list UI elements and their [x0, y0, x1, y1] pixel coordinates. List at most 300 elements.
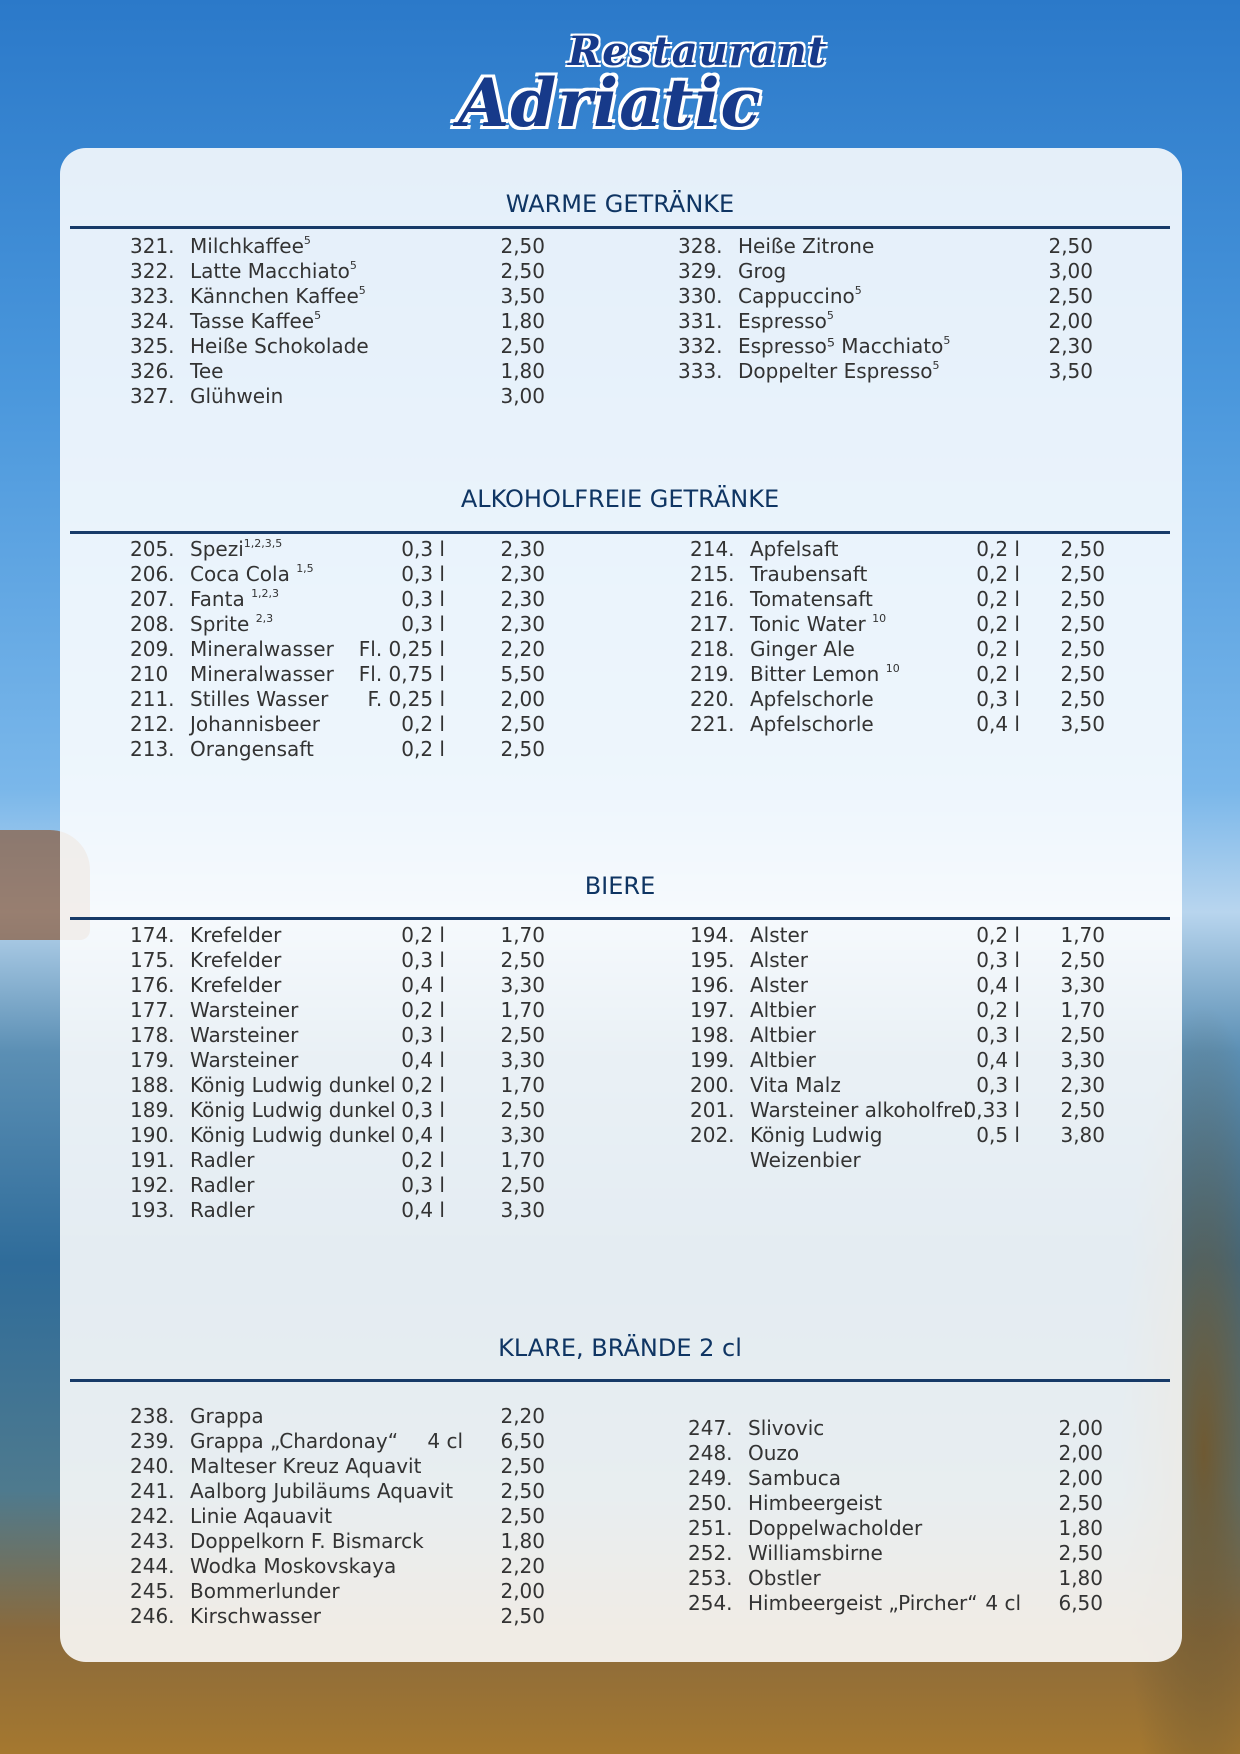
- item-name: Alster: [750, 923, 809, 947]
- item-price: 1,80: [1058, 1566, 1103, 1590]
- item-number: 195.: [690, 948, 735, 972]
- item-name: Krefelder: [190, 948, 282, 972]
- item-price: 2,00: [1048, 309, 1093, 333]
- menu-item: [130, 537, 545, 562]
- item-price: 2,30: [1060, 1073, 1105, 1097]
- allergen-footnote: 5: [358, 284, 366, 297]
- item-number: 179.: [130, 1048, 175, 1072]
- item-quantity: 0,2 l: [976, 662, 1020, 686]
- item-price: 2,50: [1060, 687, 1105, 711]
- menu-item: [690, 1148, 1105, 1173]
- menu-item: [690, 537, 1105, 562]
- item-name: Altbier: [750, 1048, 816, 1072]
- item-number: 240.: [130, 1454, 175, 1478]
- item-name: Traubensaft: [750, 562, 868, 586]
- item-name: Weizenbier: [750, 1148, 861, 1172]
- menu-item: [130, 687, 545, 712]
- item-name: Grappa: [190, 1404, 264, 1428]
- menu-item: [688, 1491, 1103, 1516]
- item-number: 194.: [690, 923, 735, 947]
- item-price: 1,80: [500, 359, 545, 383]
- menu-item: [130, 1429, 545, 1454]
- item-number: 247.: [688, 1416, 733, 1440]
- item-name: Mineralwasser: [190, 637, 334, 661]
- item-price: 1,70: [500, 923, 545, 947]
- section-divider: [70, 531, 1170, 534]
- item-number: 188.: [130, 1073, 175, 1097]
- item-quantity: 0,2 l: [401, 923, 445, 947]
- menu-item: [130, 662, 545, 687]
- item-name: Slivovic: [748, 1416, 825, 1440]
- menu-item: [130, 637, 545, 662]
- item-number: 219.: [690, 662, 735, 686]
- menu-item: [130, 334, 545, 359]
- item-number: 197.: [690, 998, 735, 1022]
- item-price: 1,70: [1060, 998, 1105, 1022]
- item-number: 211.: [130, 687, 175, 711]
- item-number: 177.: [130, 998, 175, 1022]
- menu-column-right: [690, 537, 1105, 737]
- item-name: Mineralwasser: [190, 662, 334, 686]
- item-number: 246.: [130, 1604, 175, 1628]
- item-price: 2,50: [500, 1504, 545, 1528]
- item-number: 210: [130, 662, 169, 686]
- item-number: 243.: [130, 1529, 175, 1553]
- item-quantity: 0,2 l: [976, 998, 1020, 1022]
- item-price: 2,50: [1060, 1098, 1105, 1122]
- menu-item: [130, 923, 545, 948]
- menu-item: [130, 612, 545, 637]
- item-name: Aalborg Jubiläums Aquavit: [190, 1479, 454, 1503]
- item-number: 216.: [690, 587, 735, 611]
- menu-item: [130, 309, 545, 334]
- item-name: Heiße Schokolade: [190, 334, 369, 358]
- item-name: Doppelkorn F. Bismarck: [190, 1529, 424, 1553]
- item-name: Ouzo: [748, 1441, 800, 1465]
- item-quantity: 4 cl: [427, 1429, 463, 1453]
- item-price: 3,50: [500, 284, 545, 308]
- item-price: 3,30: [500, 1048, 545, 1072]
- item-number: 328.: [678, 234, 723, 258]
- item-number: 322.: [130, 259, 175, 283]
- item-number: 332.: [678, 334, 723, 358]
- item-name: Altbier: [750, 1023, 816, 1047]
- item-number: 218.: [690, 637, 735, 661]
- item-number: 192.: [130, 1173, 175, 1197]
- item-quantity: Fl. 0,75 l: [358, 662, 445, 686]
- menu-item: [688, 1566, 1103, 1591]
- item-name: Tonic Water $^{10}$: [750, 612, 887, 636]
- allergen-footnote: 1,5: [296, 562, 314, 575]
- logo-line-adriatic: Adriatic: [458, 64, 762, 142]
- item-price: 2,50: [1048, 284, 1093, 308]
- item-price: 2,30: [1048, 334, 1093, 358]
- menu-item: [130, 1454, 545, 1479]
- menu-item: [130, 1098, 545, 1123]
- item-number: 214.: [690, 537, 735, 561]
- item-quantity: 0,2 l: [976, 537, 1020, 561]
- menu-item: [130, 259, 545, 284]
- menu-item: [130, 1048, 545, 1073]
- item-price: 2,00: [1058, 1466, 1103, 1490]
- item-name: Kirschwasser: [190, 1604, 321, 1628]
- item-number: 189.: [130, 1098, 175, 1122]
- item-price: 1,70: [500, 1073, 545, 1097]
- item-price: 5,50: [500, 662, 545, 686]
- item-number: 253.: [688, 1566, 733, 1590]
- item-name: Apfelschorle: [750, 687, 874, 711]
- item-number: 178.: [130, 1023, 175, 1047]
- item-price: 1,70: [1060, 923, 1105, 947]
- item-number: 209.: [130, 637, 175, 661]
- item-number: 220.: [690, 687, 735, 711]
- item-quantity: 0,4 l: [976, 1048, 1020, 1072]
- menu-item: [130, 1123, 545, 1148]
- menu-item: [130, 1604, 545, 1629]
- item-number: 326.: [130, 359, 175, 383]
- item-price: 2,50: [500, 712, 545, 736]
- allergen-footnote: 5: [314, 309, 322, 322]
- menu-item: [130, 1404, 545, 1429]
- item-number: 198.: [690, 1023, 735, 1047]
- item-name: Doppelwacholder: [748, 1516, 923, 1540]
- menu-item: [130, 1173, 545, 1198]
- item-number: 241.: [130, 1479, 175, 1503]
- item-quantity: 0,2 l: [976, 587, 1020, 611]
- item-price: 2,50: [1058, 1541, 1103, 1565]
- item-name: Cappuccino$^5$: [738, 284, 862, 308]
- item-number: 251.: [688, 1516, 733, 1540]
- item-number: 193.: [130, 1198, 175, 1222]
- item-name: Krefelder: [190, 923, 282, 947]
- menu-item: [688, 1541, 1103, 1566]
- item-price: 3,30: [500, 1198, 545, 1222]
- item-price: 2,50: [500, 1173, 545, 1197]
- item-price: 2,20: [500, 637, 545, 661]
- section-title-warme-getraenke: WARME GETRÄNKE: [505, 190, 735, 218]
- menu-item: [690, 587, 1105, 612]
- item-quantity: 0,2 l: [976, 612, 1020, 636]
- item-name: Milchkaffee$^5$: [190, 234, 311, 258]
- item-number: 244.: [130, 1554, 175, 1578]
- item-number: 327.: [130, 384, 175, 408]
- menu-item: [130, 1148, 545, 1173]
- item-price: 2,50: [500, 948, 545, 972]
- item-price: 2,50: [500, 1454, 545, 1478]
- item-name: Grog: [738, 259, 787, 283]
- menu-column-left: [130, 537, 545, 762]
- menu-item: [678, 309, 1093, 334]
- item-number: 321.: [130, 234, 175, 258]
- item-name: Warsteiner: [190, 1023, 299, 1047]
- item-price: 1,70: [500, 998, 545, 1022]
- menu-item: [130, 1529, 545, 1554]
- item-name: Heiße Zitrone: [738, 234, 875, 258]
- item-number: 190.: [130, 1123, 175, 1147]
- item-quantity: 0,3 l: [976, 1073, 1020, 1097]
- menu-item: [130, 1504, 545, 1529]
- item-price: 2,20: [500, 1404, 545, 1428]
- item-price: 2,30: [500, 562, 545, 586]
- item-name: Apfelschorle: [750, 712, 874, 736]
- item-price: 2,50: [500, 1098, 545, 1122]
- menu-item: [678, 284, 1093, 309]
- item-price: 2,50: [1060, 587, 1105, 611]
- item-number: 213.: [130, 737, 175, 761]
- item-number: 329.: [678, 259, 723, 283]
- item-quantity: 0,3 l: [401, 587, 445, 611]
- item-price: 2,50: [500, 737, 545, 761]
- item-number: 323.: [130, 284, 175, 308]
- item-number: 191.: [130, 1148, 175, 1172]
- item-number: 242.: [130, 1504, 175, 1528]
- menu-item: [130, 1479, 545, 1504]
- item-price: 1,80: [1058, 1516, 1103, 1540]
- item-quantity: 0,3 l: [976, 1023, 1020, 1047]
- menu-item: [130, 948, 545, 973]
- item-name: Krefelder: [190, 973, 282, 997]
- item-quantity: 0,2 l: [976, 562, 1020, 586]
- menu-item: [130, 234, 545, 259]
- item-name: Johannisbeer: [190, 712, 320, 736]
- item-price: 2,50: [1048, 234, 1093, 258]
- item-price: 2,20: [500, 1554, 545, 1578]
- menu-item: [130, 998, 545, 1023]
- item-number: 250.: [688, 1491, 733, 1515]
- item-name: Tee: [190, 359, 224, 383]
- item-quantity: 0,5 l: [976, 1123, 1020, 1147]
- item-number: 205.: [130, 537, 175, 561]
- item-number: 248.: [688, 1441, 733, 1465]
- menu-item: [690, 562, 1105, 587]
- item-name: Sambuca: [748, 1466, 842, 1490]
- item-name: Orangensaft: [190, 737, 314, 761]
- item-price: 2,50: [500, 234, 545, 258]
- item-name: Malteser Kreuz Aquavit: [190, 1454, 422, 1478]
- item-quantity: 0,3 l: [976, 687, 1020, 711]
- menu-item: [130, 973, 545, 998]
- item-price: 3,00: [500, 384, 545, 408]
- item-price: 2,50: [500, 1023, 545, 1047]
- item-name: Radler: [190, 1173, 255, 1197]
- item-name: Doppelter Espresso$^5$: [738, 359, 940, 383]
- menu-column-left: [130, 234, 545, 409]
- item-price: 2,50: [1060, 612, 1105, 636]
- item-quantity: 0,33 l: [963, 1098, 1020, 1122]
- item-quantity: 0,3 l: [976, 948, 1020, 972]
- menu-item: [690, 612, 1105, 637]
- menu-item: [690, 1123, 1105, 1148]
- item-name: Latte Macchiato$^5$: [190, 259, 357, 283]
- item-name: Warsteiner: [190, 998, 299, 1022]
- item-name: Fanta $^{1,2,3}$: [190, 587, 280, 611]
- menu-item: [678, 359, 1093, 384]
- section-divider: [70, 1379, 1170, 1382]
- item-quantity: 0,4 l: [401, 1198, 445, 1222]
- item-number: 200.: [690, 1073, 735, 1097]
- item-name: König Ludwig dunkel: [190, 1073, 396, 1097]
- menu-item: [690, 1048, 1105, 1073]
- item-price: 3,30: [1060, 1048, 1105, 1072]
- item-price: 3,30: [1060, 973, 1105, 997]
- allergen-footnote: 1,2,3,5: [243, 537, 283, 550]
- item-name: Himbeergeist: [748, 1491, 883, 1515]
- item-name: Alster: [750, 948, 809, 972]
- menu-item: [688, 1516, 1103, 1541]
- item-price: 3,80: [1060, 1123, 1105, 1147]
- menu-item: [130, 1554, 545, 1579]
- menu-item: [130, 562, 545, 587]
- item-number: 249.: [688, 1466, 733, 1490]
- item-price: 1,80: [500, 1529, 545, 1553]
- item-number: 174.: [130, 923, 175, 947]
- item-quantity: 0,3 l: [401, 562, 445, 586]
- item-quantity: 0,2 l: [976, 637, 1020, 661]
- menu-item: [678, 334, 1093, 359]
- item-number: 331.: [678, 309, 723, 333]
- menu-item: [688, 1466, 1103, 1491]
- section-divider: [70, 226, 1170, 229]
- item-price: 2,50: [1060, 662, 1105, 686]
- item-price: 6,50: [500, 1429, 545, 1453]
- item-name: Radler: [190, 1148, 255, 1172]
- allergen-footnote: 1,2,3: [251, 587, 280, 600]
- item-name: Coca Cola $^{1,5}$: [190, 562, 314, 586]
- menu-item: [678, 234, 1093, 259]
- menu-item: [690, 1023, 1105, 1048]
- item-quantity: 0,4 l: [401, 1123, 445, 1147]
- item-name: Warsteiner alkoholfrei: [750, 1098, 969, 1122]
- section-title-biere: BIERE: [584, 872, 656, 900]
- item-name: Altbier: [750, 998, 816, 1022]
- menu-item: [130, 1023, 545, 1048]
- allergen-footnote: 5: [349, 259, 357, 272]
- item-number: 238.: [130, 1404, 175, 1428]
- item-quantity: 0,2 l: [401, 1073, 445, 1097]
- allergen-footnote: 5: [303, 234, 311, 247]
- menu-item: [690, 948, 1105, 973]
- item-number: 245.: [130, 1579, 175, 1603]
- section-divider: [70, 917, 1170, 920]
- item-quantity: F. 0,25 l: [367, 687, 445, 711]
- menu-item: [678, 259, 1093, 284]
- item-price: 2,50: [1060, 1023, 1105, 1047]
- menu-item: [130, 587, 545, 612]
- item-price: 3,00: [1048, 259, 1093, 283]
- item-quantity: 0,4 l: [976, 973, 1020, 997]
- item-number: 239.: [130, 1429, 175, 1453]
- item-price: 2,50: [1060, 537, 1105, 561]
- item-name: Espresso$^5$: [738, 309, 834, 333]
- item-name: Tomatensaft: [750, 587, 873, 611]
- item-number: 254.: [688, 1591, 733, 1615]
- item-name: Wodka Moskovskaya: [190, 1554, 397, 1578]
- item-quantity: 0,4 l: [401, 1048, 445, 1072]
- menu-item: [688, 1591, 1103, 1616]
- item-name: Glühwein: [190, 384, 284, 408]
- item-name: Grappa „Chardonay“: [190, 1429, 399, 1453]
- item-number: 201.: [690, 1098, 735, 1122]
- item-price: 2,50: [1060, 637, 1105, 661]
- item-name: Ginger Ale: [750, 637, 855, 661]
- item-number: 215.: [690, 562, 735, 586]
- item-number: 221.: [690, 712, 735, 736]
- allergen-footnote: 5: [932, 359, 940, 372]
- item-number: 202.: [690, 1123, 735, 1147]
- menu-item: [690, 998, 1105, 1023]
- item-name: Linie Aqauavit: [190, 1504, 333, 1528]
- logo-line-restaurant: Restaurant: [568, 28, 828, 75]
- item-price: 2,00: [500, 687, 545, 711]
- allergen-footnote: 5: [826, 309, 834, 322]
- item-price: 2,00: [1058, 1416, 1103, 1440]
- menu-item: [690, 712, 1105, 737]
- item-number: 175.: [130, 948, 175, 972]
- item-quantity: Fl. 0,25 l: [358, 637, 445, 661]
- menu-column-left: [130, 923, 545, 1223]
- item-name: Spezi$^{1,2,3,5}$: [190, 537, 283, 561]
- item-price: 3,30: [500, 1123, 545, 1147]
- item-quantity: 0,3 l: [401, 1098, 445, 1122]
- item-price: 1,80: [500, 309, 545, 333]
- item-price: 3,50: [1048, 359, 1093, 383]
- menu-item: [690, 687, 1105, 712]
- item-price: 3,30: [500, 973, 545, 997]
- item-number: 212.: [130, 712, 175, 736]
- menu-item: [130, 384, 545, 409]
- menu-item: [130, 1198, 545, 1223]
- item-name: Kännchen Kaffee$^5$: [190, 284, 366, 308]
- item-quantity: 0,2 l: [976, 923, 1020, 947]
- menu-item: [690, 662, 1105, 687]
- menu-item: [130, 284, 545, 309]
- item-price: 6,50: [1058, 1591, 1103, 1615]
- item-quantity: 0,3 l: [401, 612, 445, 636]
- menu-item: [130, 712, 545, 737]
- allergen-footnote: 2,3: [255, 612, 274, 625]
- item-price: 2,50: [500, 259, 545, 283]
- item-name: Himbeergeist „Pircher“: [748, 1591, 978, 1615]
- menu-item: [130, 359, 545, 384]
- item-number: 206.: [130, 562, 175, 586]
- item-number: 333.: [678, 359, 723, 383]
- item-price: 1,70: [500, 1148, 545, 1172]
- allergen-footnote: 5: [854, 284, 862, 297]
- item-quantity: 0,4 l: [401, 973, 445, 997]
- menu-item: [690, 923, 1105, 948]
- item-quantity: 0,2 l: [401, 737, 445, 761]
- item-number: 324.: [130, 309, 175, 333]
- menu-item: [130, 737, 545, 762]
- item-number: 330.: [678, 284, 723, 308]
- item-name: König Ludwig dunkel: [190, 1123, 396, 1147]
- item-price: 2,30: [500, 587, 545, 611]
- item-price: 2,00: [500, 1579, 545, 1603]
- item-price: 2,50: [1060, 562, 1105, 586]
- section-title-alkoholfreie-getraenke: ALKOHOLFREIE GETRÄNKE: [460, 485, 780, 513]
- item-number: 176.: [130, 973, 175, 997]
- item-price: 2,30: [500, 537, 545, 561]
- item-quantity: 0,3 l: [401, 1173, 445, 1197]
- item-name: König Ludwig: [750, 1123, 883, 1147]
- menu-item: [690, 973, 1105, 998]
- item-price: 2,00: [1058, 1441, 1103, 1465]
- item-name: Williamsbirne: [748, 1541, 883, 1565]
- menu-item: [130, 1579, 545, 1604]
- menu-column-right: [690, 923, 1105, 1173]
- item-price: 2,30: [500, 612, 545, 636]
- item-name: Bitter Lemon $^{10}$: [750, 662, 900, 686]
